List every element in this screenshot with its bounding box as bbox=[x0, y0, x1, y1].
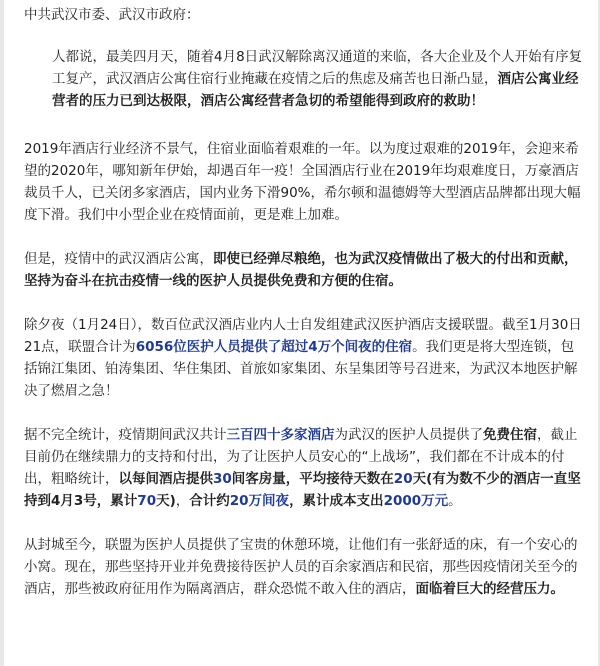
p5-bold-7: ，累计成本支出 bbox=[289, 493, 384, 509]
p1-bold: 酒店公寓业经营者的压力已到达极限，酒店公寓经营者急切的希望能得到政府的救助！ bbox=[52, 71, 579, 109]
p5-bold-free: 免费住宿 bbox=[483, 427, 537, 443]
p5-bold-2: 以每间酒店提供 bbox=[118, 471, 213, 487]
p5-highlight-cost: 2000万元 bbox=[383, 493, 449, 509]
paragraph-6 bbox=[24, 534, 586, 600]
p3-text: 但是，疫情中的武汉酒店公寓， bbox=[24, 251, 213, 267]
p5-bold-6: 合计约 bbox=[189, 493, 230, 509]
p3-bold: 即使已经弹尽粮绝，也为武汉疫情做出了极大的付出和贡献，坚持为奋斗在抗击疫情一线的医护人员提供免费和方便的住宿。 bbox=[24, 251, 578, 289]
letter-greeting: 中共武汉市委、武汉市政府： bbox=[24, 7, 200, 23]
p5-text-2: 为武汉的医护人员提供了 bbox=[334, 427, 483, 443]
p5-text-4: ， bbox=[175, 493, 190, 509]
p4-text-1: 除夕夜（1月24日），数百位武汉酒店业内人士自发组建武汉医护酒店支援联盟。截至1月30日21点，联盟合计为 bbox=[24, 317, 582, 355]
p5-text-5: 。 bbox=[448, 493, 462, 509]
p5-text-3: ，截止目前仍在继续鼎力的支持和付出，为了让医护人员安心的“上战场”，我们都在不计成本的付出，粗略统计， bbox=[24, 427, 578, 487]
p5-highlight-nights: 20万间夜 bbox=[229, 493, 290, 509]
p5-highlight-rooms: 30 bbox=[213, 471, 232, 487]
paragraph-4 bbox=[24, 314, 586, 402]
p5-highlight-hotels: 三百四十多家酒店 bbox=[226, 427, 335, 443]
p1-text: 人都说，最美四月天，随着4月8日武汉解除离汉通道的来临，各大企业及个人开始有序复工复产，武汉酒店公寓住宿行业掩藏在疫情之后的焦虑及痛苦也日渐凸显， bbox=[52, 49, 583, 87]
p5-text-1: 据不完全统计，疫情期间武汉共计 bbox=[24, 427, 227, 443]
p4-highlight: 6056位医护人员提供了超过4万个间夜的住宿 bbox=[135, 339, 413, 355]
p5-highlight-total-days: 70 bbox=[137, 493, 157, 509]
p6-bold: 面临着巨大的经营压力。 bbox=[415, 581, 564, 597]
p2-text: 2019年酒店行业经济不景气，住宿业面临着艰难的一年。以为度过艰难的2019年，会迎来希望的2020年，哪知新年伊始，却遇百年一疫！全国酒店行业在2019年均艰难度日，万豪酒店裁员千人，已关闭多家酒店，国内业务下滑90%，希尔顿和温德姆等大型酒店品牌都出现大幅度下滑。我们中小型企业在疫情面前，更是难上加难。 bbox=[24, 141, 581, 223]
paragraph-3 bbox=[24, 248, 586, 292]
paragraph-5 bbox=[24, 424, 586, 512]
p4-text-2: 。我们更是将大型连锁，包括锦江集团、铂涛集团、华住集团、首旅如家集团、东呈集团等号召进来，为武汉本地医护解决了燃眉之急！ bbox=[24, 339, 578, 399]
p5-bold-3: 间客房量，平均接待天数在 bbox=[231, 471, 394, 487]
p6-text: 从封城至今，联盟为医护人员提供了宝贵的休憩环境，让他们有一张舒适的床，有一个安心的小窝。现在，那些坚持开业并免费接待医护人员的百余家酒店和民宿，那些因疫情闭关至今的酒店，那些被政府征用作为隔离酒店，群众恐慌不敢入住的酒店， bbox=[24, 537, 578, 597]
p5-bold-5: 天) bbox=[156, 493, 176, 509]
paragraph-1 bbox=[24, 46, 586, 112]
p5-bold-4: 天(有为数不少的酒店一直坚持到4月3号，累计 bbox=[24, 471, 581, 509]
paragraph-2 bbox=[24, 138, 586, 226]
p5-highlight-days: 20 bbox=[393, 471, 413, 487]
